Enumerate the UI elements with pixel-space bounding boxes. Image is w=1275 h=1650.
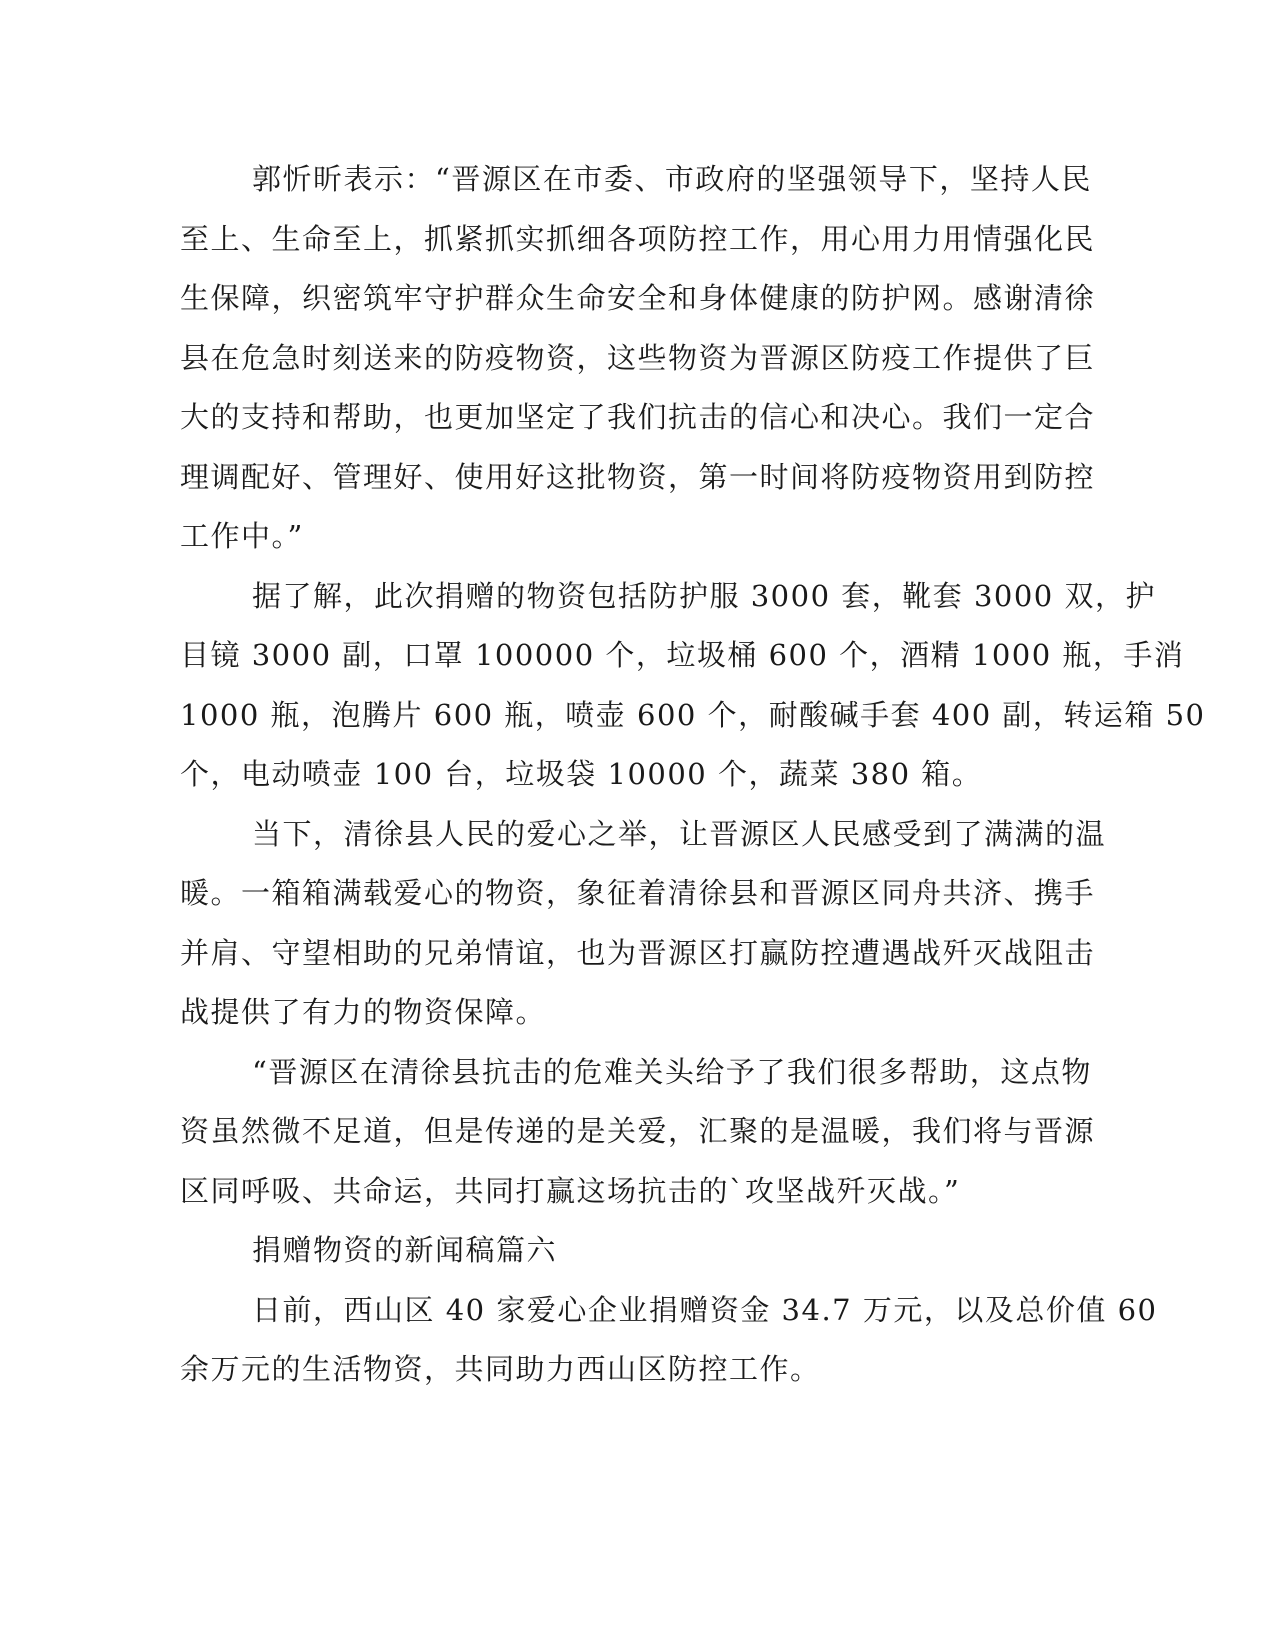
text-line: 捐赠物资的新闻稿篇六: [252, 1233, 558, 1267]
text-line: 并肩、守望相助的兄弟情谊，也为晋源区打赢防控遭遇战歼灭战阻击: [180, 935, 1096, 970]
text-line: 郭忻昕表示：“晋源区在市委、市政府的坚强领导下，坚持人民: [252, 162, 1092, 196]
text-line: 据了解，此次捐赠的物资包括防护服 3000 套，靴套 3000 双，护: [252, 578, 1156, 613]
section-heading: [180, 1221, 1030, 1281]
text-line: 大的支持和帮助，也更加坚定了我们抗击的信心和决心。我们一定合: [180, 400, 1096, 434]
text-line: 区同呼吸、共命运，共同打赢这场抗击的`攻坚战歼灭战。”: [180, 1173, 961, 1208]
document-page: [180, 150, 1206, 1400]
text-line: 目镜 3000 副，口罩 100000 个，垃圾桶 600 个，酒精 1000 瓶，手消: [180, 638, 1185, 672]
paragraph-warmth: [180, 805, 1107, 1043]
text-line: 日前，西山区 40 家爱心企业捐赠资金 34.7 万元，以及总价值 60: [252, 1292, 1158, 1327]
text-line: 当下，清徐县人民的爱心之举，让晋源区人民感受到了满满的温: [252, 816, 1107, 851]
text-line: 生保障，织密筑牢守护群众生命安全和身体健康的防护网。感谢清徐: [180, 281, 1096, 315]
text-line: 暖。一箱箱满载爱心的物资，象征着清徐县和晋源区同舟共济、携手: [180, 876, 1096, 910]
paragraph-quote-qingxu: [180, 1043, 1096, 1222]
text-line: 1000 瓶，泡腾片 600 瓶，喷壶 600 个，耐酸碱手套 400 副，转运箱 50: [180, 697, 1206, 732]
text-line: 个，电动喷壶 100 台，垃圾袋 10000 个，蔬菜 380 箱。: [180, 757, 983, 791]
text-line: 资虽然微不足道，但是传递的是关爱，汇聚的是温暖，我们将与晋源: [180, 1114, 1096, 1148]
text-line: 余万元的生活物资，共同助力西山区防控工作。: [180, 1352, 821, 1386]
paragraph-xishan: [180, 1281, 1158, 1400]
text-line: 战提供了有力的物资保障。: [180, 995, 547, 1029]
paragraph-donation-list: [180, 567, 1206, 805]
text-line: “晋源区在清徐县抗击的危难关头给予了我们很多帮助，这点物: [252, 1054, 1092, 1089]
text-line: 至上、生命至上，抓紧抓实抓细各项防控工作，用心用力用情强化民: [180, 221, 1096, 256]
paragraph-quote-guo: [180, 150, 1096, 567]
text-line: 工作中。”: [180, 519, 304, 553]
text-line: 理调配好、管理好、使用好这批物资，第一时间将防疫物资用到防控: [180, 459, 1096, 494]
text-line: 县在危急时刻送来的防疫物资，这些物资为晋源区防疫工作提供了巨: [180, 340, 1096, 375]
